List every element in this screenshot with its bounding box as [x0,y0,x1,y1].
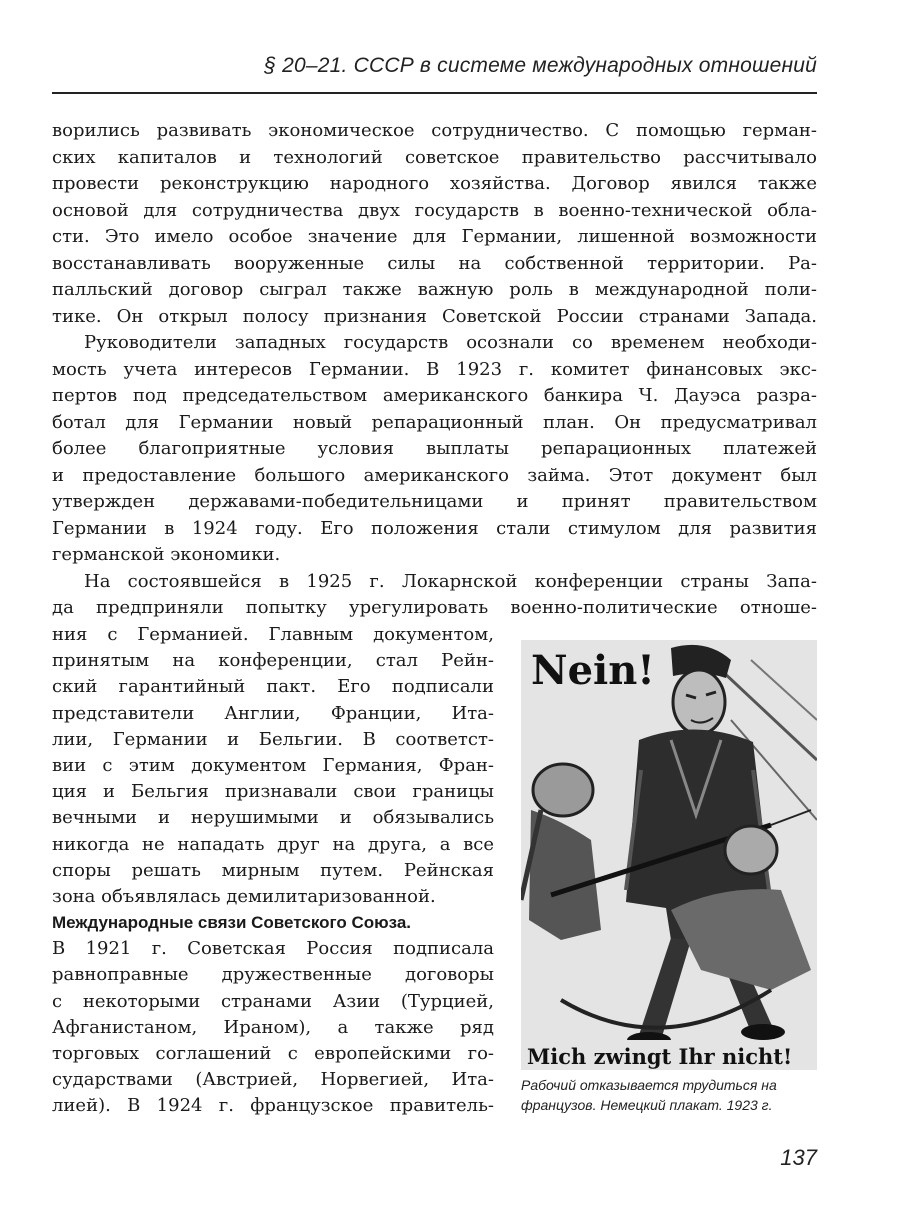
text-line: лии, Германии и Бельгии. В соответст- [52,728,494,750]
text-line: ский гарантийный пакт. Его подписали [52,676,494,698]
text-line: основой для сотрудничества двух государств в военно-технической обла- [52,199,817,221]
text-line: Афганистаном, Ираном), а также ряд [52,1016,494,1038]
text-line: Германии в 1924 году. Его положения стали стимулом для развития [52,517,817,539]
text-line: сти. Это имело особое значение для Германии, лишенной возможности [52,226,817,247]
poster-top-text: Nein! [531,647,655,694]
text-line: представители Англии, Франции, Ита- [52,702,494,724]
text-line: мость учета интересов Германии. В 1923 г. комитет финансовых экс- [52,358,817,380]
caption-line: французов. Немецкий плакат. 1923 г. [521,1097,773,1113]
poster-illustration [521,640,817,1070]
text-line: На состоявшейся в 1925 г. Локарнской конференции страны Запа- [84,570,817,592]
text-line: более благоприятные условия выплаты репарационных платежей [52,438,817,459]
text-line: зона объявлялась демилитаризованной. [52,885,436,907]
text-line: пертов под председательством американского банкира Ч. Дауэса разра- [52,385,817,406]
text-line: да предприняли попытку урегулировать военно-политические отноше- [52,597,817,618]
section-heading: Международные связи Советского Союза. [52,913,412,933]
text-line: вии с этим документом Германия, Фран- [52,754,494,776]
text-line: ворились развивать экономическое сотрудничество. С помощью герман- [52,120,817,141]
text-line: никогда не нападать друг на друга, а все [52,833,494,855]
text-line: В 1921 г. Советская Россия подписала [52,938,494,960]
main-text-full-width [52,118,817,622]
text-line: и предоставление большого американского займа. Этот документ был [52,464,817,486]
text-line: утвержден державами-победительницами и принят правительством [52,491,817,512]
text-line: с некоторыми странами Азии (Турцией, [52,990,494,1012]
text-line: тике. Он открыл полосу признания Советской России странами Запада. [52,305,817,327]
text-line: сударствами (Австрией, Норвегией, Ита- [52,1069,494,1091]
text-line: восстанавливать вооруженные силы на собственной территории. Ра- [52,252,817,274]
text-line: принятым на конференции, стал Рейн- [52,650,494,672]
text-line: споры решать мирным путем. Рейнская [52,859,494,881]
text-line: ских капиталов и технологий советское правительство рассчитывало [52,146,817,168]
text-line: ция и Бельгия признавали свои границы [52,781,494,803]
text-line: вечными и нерушимыми и обязывались [52,807,494,829]
text-line: Руководители западных государств осознали со временем необходи- [84,332,817,353]
text-line: ботал для Германии новый репарационный план. Он предусматривал [52,411,817,433]
caption-line: Рабочий отказывается трудиться на [521,1077,777,1093]
poster-bottom-text: Mich zwingt Ihr nicht! [527,1044,793,1069]
page-number: 137 [780,1145,817,1170]
text-line: торговых соглашений с европейскими го- [52,1043,494,1064]
poster-caption [521,1075,817,1115]
text-line: германской экономики. [52,544,281,565]
text-line: ния с Германией. Главным документом, [52,624,494,645]
main-text-column [52,622,494,1120]
header-rule [52,92,817,94]
running-header: § 20–21. СССР в системе международных отношений [264,54,817,77]
text-line: лией). В 1924 г. французское правитель- [52,1095,494,1117]
text-line: равноправные дружественные договоры [52,964,494,986]
text-line: провести реконструкцию народного хозяйства. Договор явился также [52,173,817,194]
text-line: палльский договор сыграл также важную роль в международной поли- [52,279,817,300]
